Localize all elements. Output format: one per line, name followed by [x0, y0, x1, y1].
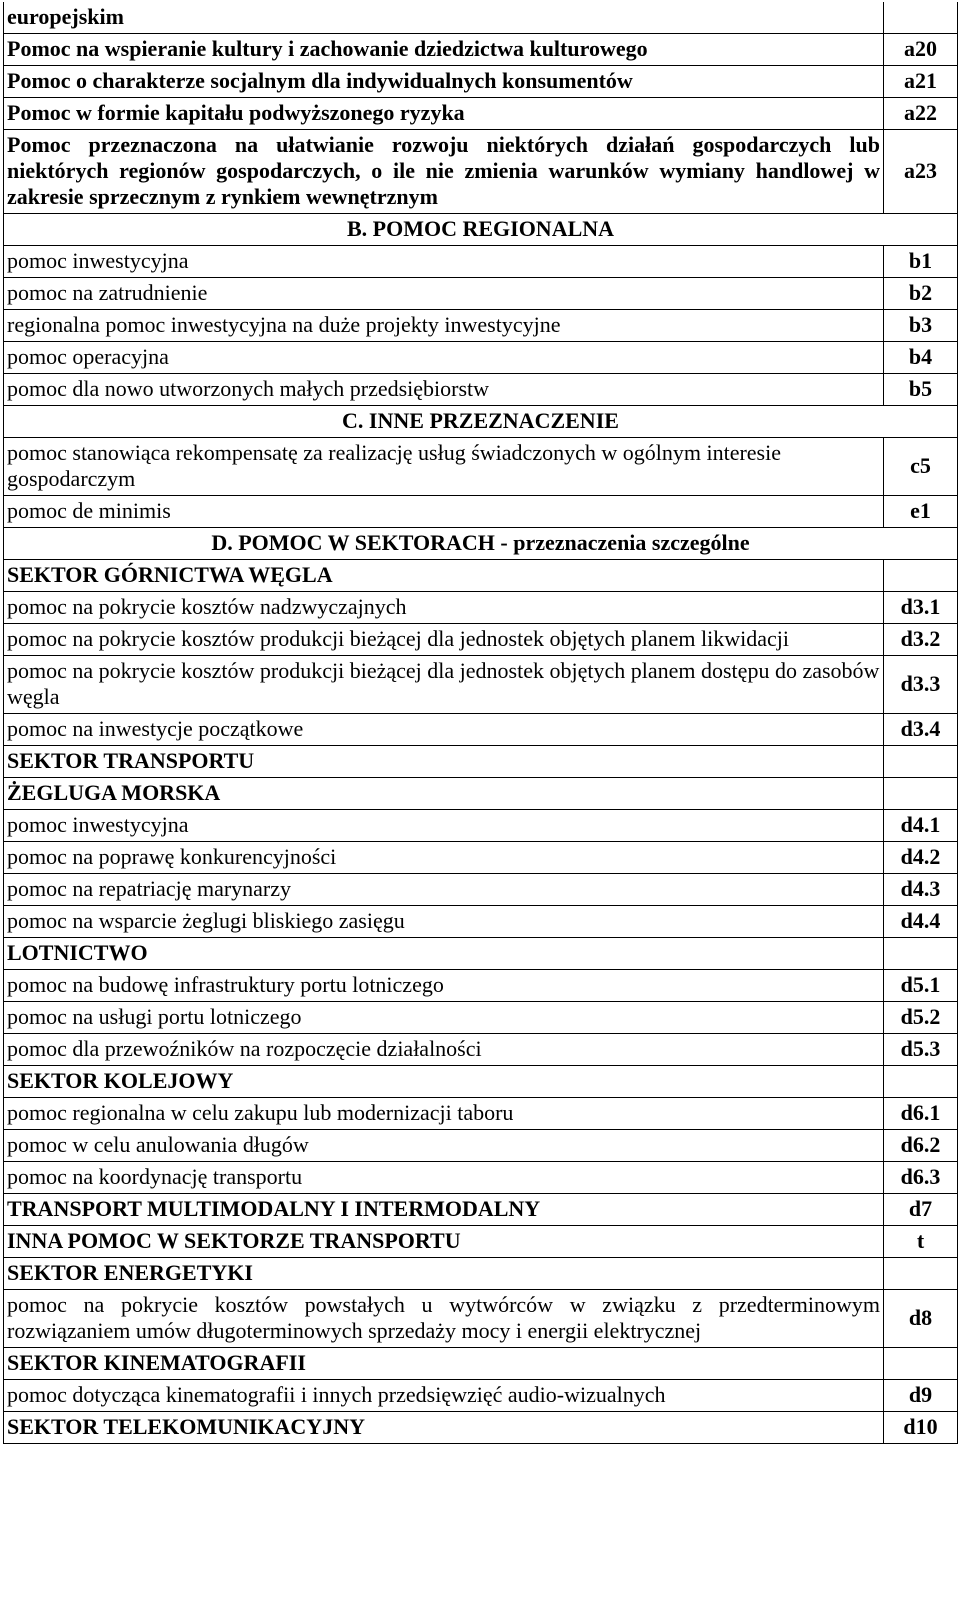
table-row [4, 130, 958, 214]
aid-code: b5 [884, 374, 958, 406]
table-row [4, 2, 958, 34]
aid-code: a23 [884, 130, 958, 214]
aid-code: d4.3 [884, 874, 958, 906]
sector-heading: SEKTOR KINEMATOGRAFII [4, 1348, 884, 1380]
aid-code: b2 [884, 278, 958, 310]
sector-heading-row [4, 938, 958, 970]
table-row [4, 310, 958, 342]
aid-description: pomoc na budowę infrastruktury portu lotniczego [4, 970, 884, 1002]
aid-code [884, 560, 958, 592]
table-row [4, 874, 958, 906]
aid-code: d4.2 [884, 842, 958, 874]
sector-heading-row [4, 1226, 958, 1258]
aid-description: pomoc na usługi portu lotniczego [4, 1002, 884, 1034]
table-row [4, 906, 958, 938]
table-row [4, 1290, 958, 1348]
aid-code: b1 [884, 246, 958, 278]
sector-heading-row [4, 1348, 958, 1380]
sector-heading-row [4, 1194, 958, 1226]
aid-description: Pomoc przeznaczona na ułatwianie rozwoju niektórych działań gospodarczych lub niektórych regionów gospodarczych, o ile nie zmienia warunków wymiany handlowej w zakresie sprzecznym z rynkiem wewnętrznym [4, 130, 884, 214]
aid-code: a21 [884, 66, 958, 98]
aid-code: a22 [884, 98, 958, 130]
sector-heading-row [4, 560, 958, 592]
table-row [4, 624, 958, 656]
aid-code: d4.1 [884, 810, 958, 842]
section-title: C. INNE PRZEZNACZENIE [4, 406, 958, 438]
aid-code: d6.1 [884, 1098, 958, 1130]
table-row [4, 278, 958, 310]
sector-heading-row [4, 1258, 958, 1290]
table-row [4, 374, 958, 406]
table-row [4, 714, 958, 746]
aid-code: t [884, 1226, 958, 1258]
aid-code [884, 2, 958, 34]
section-row [4, 406, 958, 438]
aid-description: pomoc na koordynację transportu [4, 1162, 884, 1194]
aid-description: pomoc na poprawę konkurencyjności [4, 842, 884, 874]
aid-description: pomoc stanowiąca rekompensatę za realizację usług świadczonych w ogólnym interesie gospodarczym [4, 438, 884, 496]
aid-code: d3.3 [884, 656, 958, 714]
aid-purpose-table-document [3, 2, 957, 1444]
aid-code: d3.4 [884, 714, 958, 746]
aid-code: d9 [884, 1380, 958, 1412]
aid-code: d3.2 [884, 624, 958, 656]
aid-description: pomoc na pokrycie kosztów produkcji bieżącej dla jednostek objętych planem likwidacji [4, 624, 884, 656]
aid-code: b4 [884, 342, 958, 374]
aid-description: pomoc w celu anulowania długów [4, 1130, 884, 1162]
aid-code [884, 1066, 958, 1098]
aid-code [884, 778, 958, 810]
aid-description: pomoc na pokrycie kosztów powstałych u wytwórców w związku z przedterminowym rozwiązaniem umów długoterminowych sprzedaży mocy i energii elektrycznej [4, 1290, 884, 1348]
table-row [4, 34, 958, 66]
sector-heading: SEKTOR TRANSPORTU [4, 746, 884, 778]
aid-code: b3 [884, 310, 958, 342]
aid-description: pomoc dotycząca kinematografii i innych przedsięwzięć audio-wizualnych [4, 1380, 884, 1412]
sector-heading: SEKTOR TELEKOMUNIKACYJNY [4, 1412, 884, 1444]
aid-code: d5.1 [884, 970, 958, 1002]
aid-code [884, 1258, 958, 1290]
sector-heading-row [4, 1412, 958, 1444]
table-row [4, 496, 958, 528]
table-row [4, 438, 958, 496]
table-row [4, 656, 958, 714]
sector-heading: SEKTOR ENERGETYKI [4, 1258, 884, 1290]
table-row [4, 1034, 958, 1066]
aid-description: pomoc operacyjna [4, 342, 884, 374]
table-row [4, 1380, 958, 1412]
aid-code: d5.3 [884, 1034, 958, 1066]
table-row [4, 342, 958, 374]
aid-code: d8 [884, 1290, 958, 1348]
aid-description: pomoc regionalna w celu zakupu lub modernizacji taboru [4, 1098, 884, 1130]
table-row [4, 970, 958, 1002]
aid-code: d10 [884, 1412, 958, 1444]
table-row [4, 842, 958, 874]
sector-heading-row [4, 746, 958, 778]
sector-heading-row [4, 778, 958, 810]
section-row [4, 528, 958, 560]
aid-code: c5 [884, 438, 958, 496]
aid-code: d6.2 [884, 1130, 958, 1162]
aid-purpose-table [3, 2, 958, 1444]
aid-code: d6.3 [884, 1162, 958, 1194]
section-row [4, 214, 958, 246]
sector-heading: SEKTOR KOLEJOWY [4, 1066, 884, 1098]
sector-heading: LOTNICTWO [4, 938, 884, 970]
aid-description: pomoc na pokrycie kosztów nadzwyczajnych [4, 592, 884, 624]
table-row [4, 1098, 958, 1130]
aid-purpose-table-body [4, 2, 958, 1444]
aid-description: Pomoc o charakterze socjalnym dla indywidualnych konsumentów [4, 66, 884, 98]
sector-heading: TRANSPORT MULTIMODALNY I INTERMODALNY [4, 1194, 884, 1226]
sector-heading: INNA POMOC W SEKTORZE TRANSPORTU [4, 1226, 884, 1258]
table-row [4, 66, 958, 98]
section-title: B. POMOC REGIONALNA [4, 214, 958, 246]
aid-description: europejskim [4, 2, 884, 34]
aid-description: pomoc na zatrudnienie [4, 278, 884, 310]
aid-description: Pomoc na wspieranie kultury i zachowanie dziedzictwa kulturowego [4, 34, 884, 66]
table-row [4, 98, 958, 130]
sector-heading: SEKTOR GÓRNICTWA WĘGLA [4, 560, 884, 592]
table-row [4, 1002, 958, 1034]
table-row [4, 1162, 958, 1194]
table-row [4, 810, 958, 842]
aid-code: d3.1 [884, 592, 958, 624]
aid-description: pomoc na repatriację marynarzy [4, 874, 884, 906]
aid-code: d5.2 [884, 1002, 958, 1034]
aid-code [884, 746, 958, 778]
aid-description: pomoc na inwestycje początkowe [4, 714, 884, 746]
aid-description: pomoc na pokrycie kosztów produkcji bieżącej dla jednostek objętych planem dostępu do zasobów węgla [4, 656, 884, 714]
aid-code: a20 [884, 34, 958, 66]
aid-description: pomoc na wsparcie żeglugi bliskiego zasięgu [4, 906, 884, 938]
aid-code [884, 1348, 958, 1380]
sector-heading: ŻEGLUGA MORSKA [4, 778, 884, 810]
table-row [4, 246, 958, 278]
table-row [4, 592, 958, 624]
aid-description: regionalna pomoc inwestycyjna na duże projekty inwestycyjne [4, 310, 884, 342]
aid-code: d7 [884, 1194, 958, 1226]
section-title: D. POMOC W SEKTORACH - przeznaczenia szczególne [4, 528, 958, 560]
aid-description: Pomoc w formie kapitału podwyższonego ryzyka [4, 98, 884, 130]
aid-description: pomoc inwestycyjna [4, 246, 884, 278]
table-row [4, 1130, 958, 1162]
aid-code: d4.4 [884, 906, 958, 938]
aid-code [884, 938, 958, 970]
aid-description: pomoc de minimis [4, 496, 884, 528]
aid-description: pomoc dla przewoźników na rozpoczęcie działalności [4, 1034, 884, 1066]
sector-heading-row [4, 1066, 958, 1098]
aid-code: e1 [884, 496, 958, 528]
aid-description: pomoc dla nowo utworzonych małych przedsiębiorstw [4, 374, 884, 406]
aid-description: pomoc inwestycyjna [4, 810, 884, 842]
